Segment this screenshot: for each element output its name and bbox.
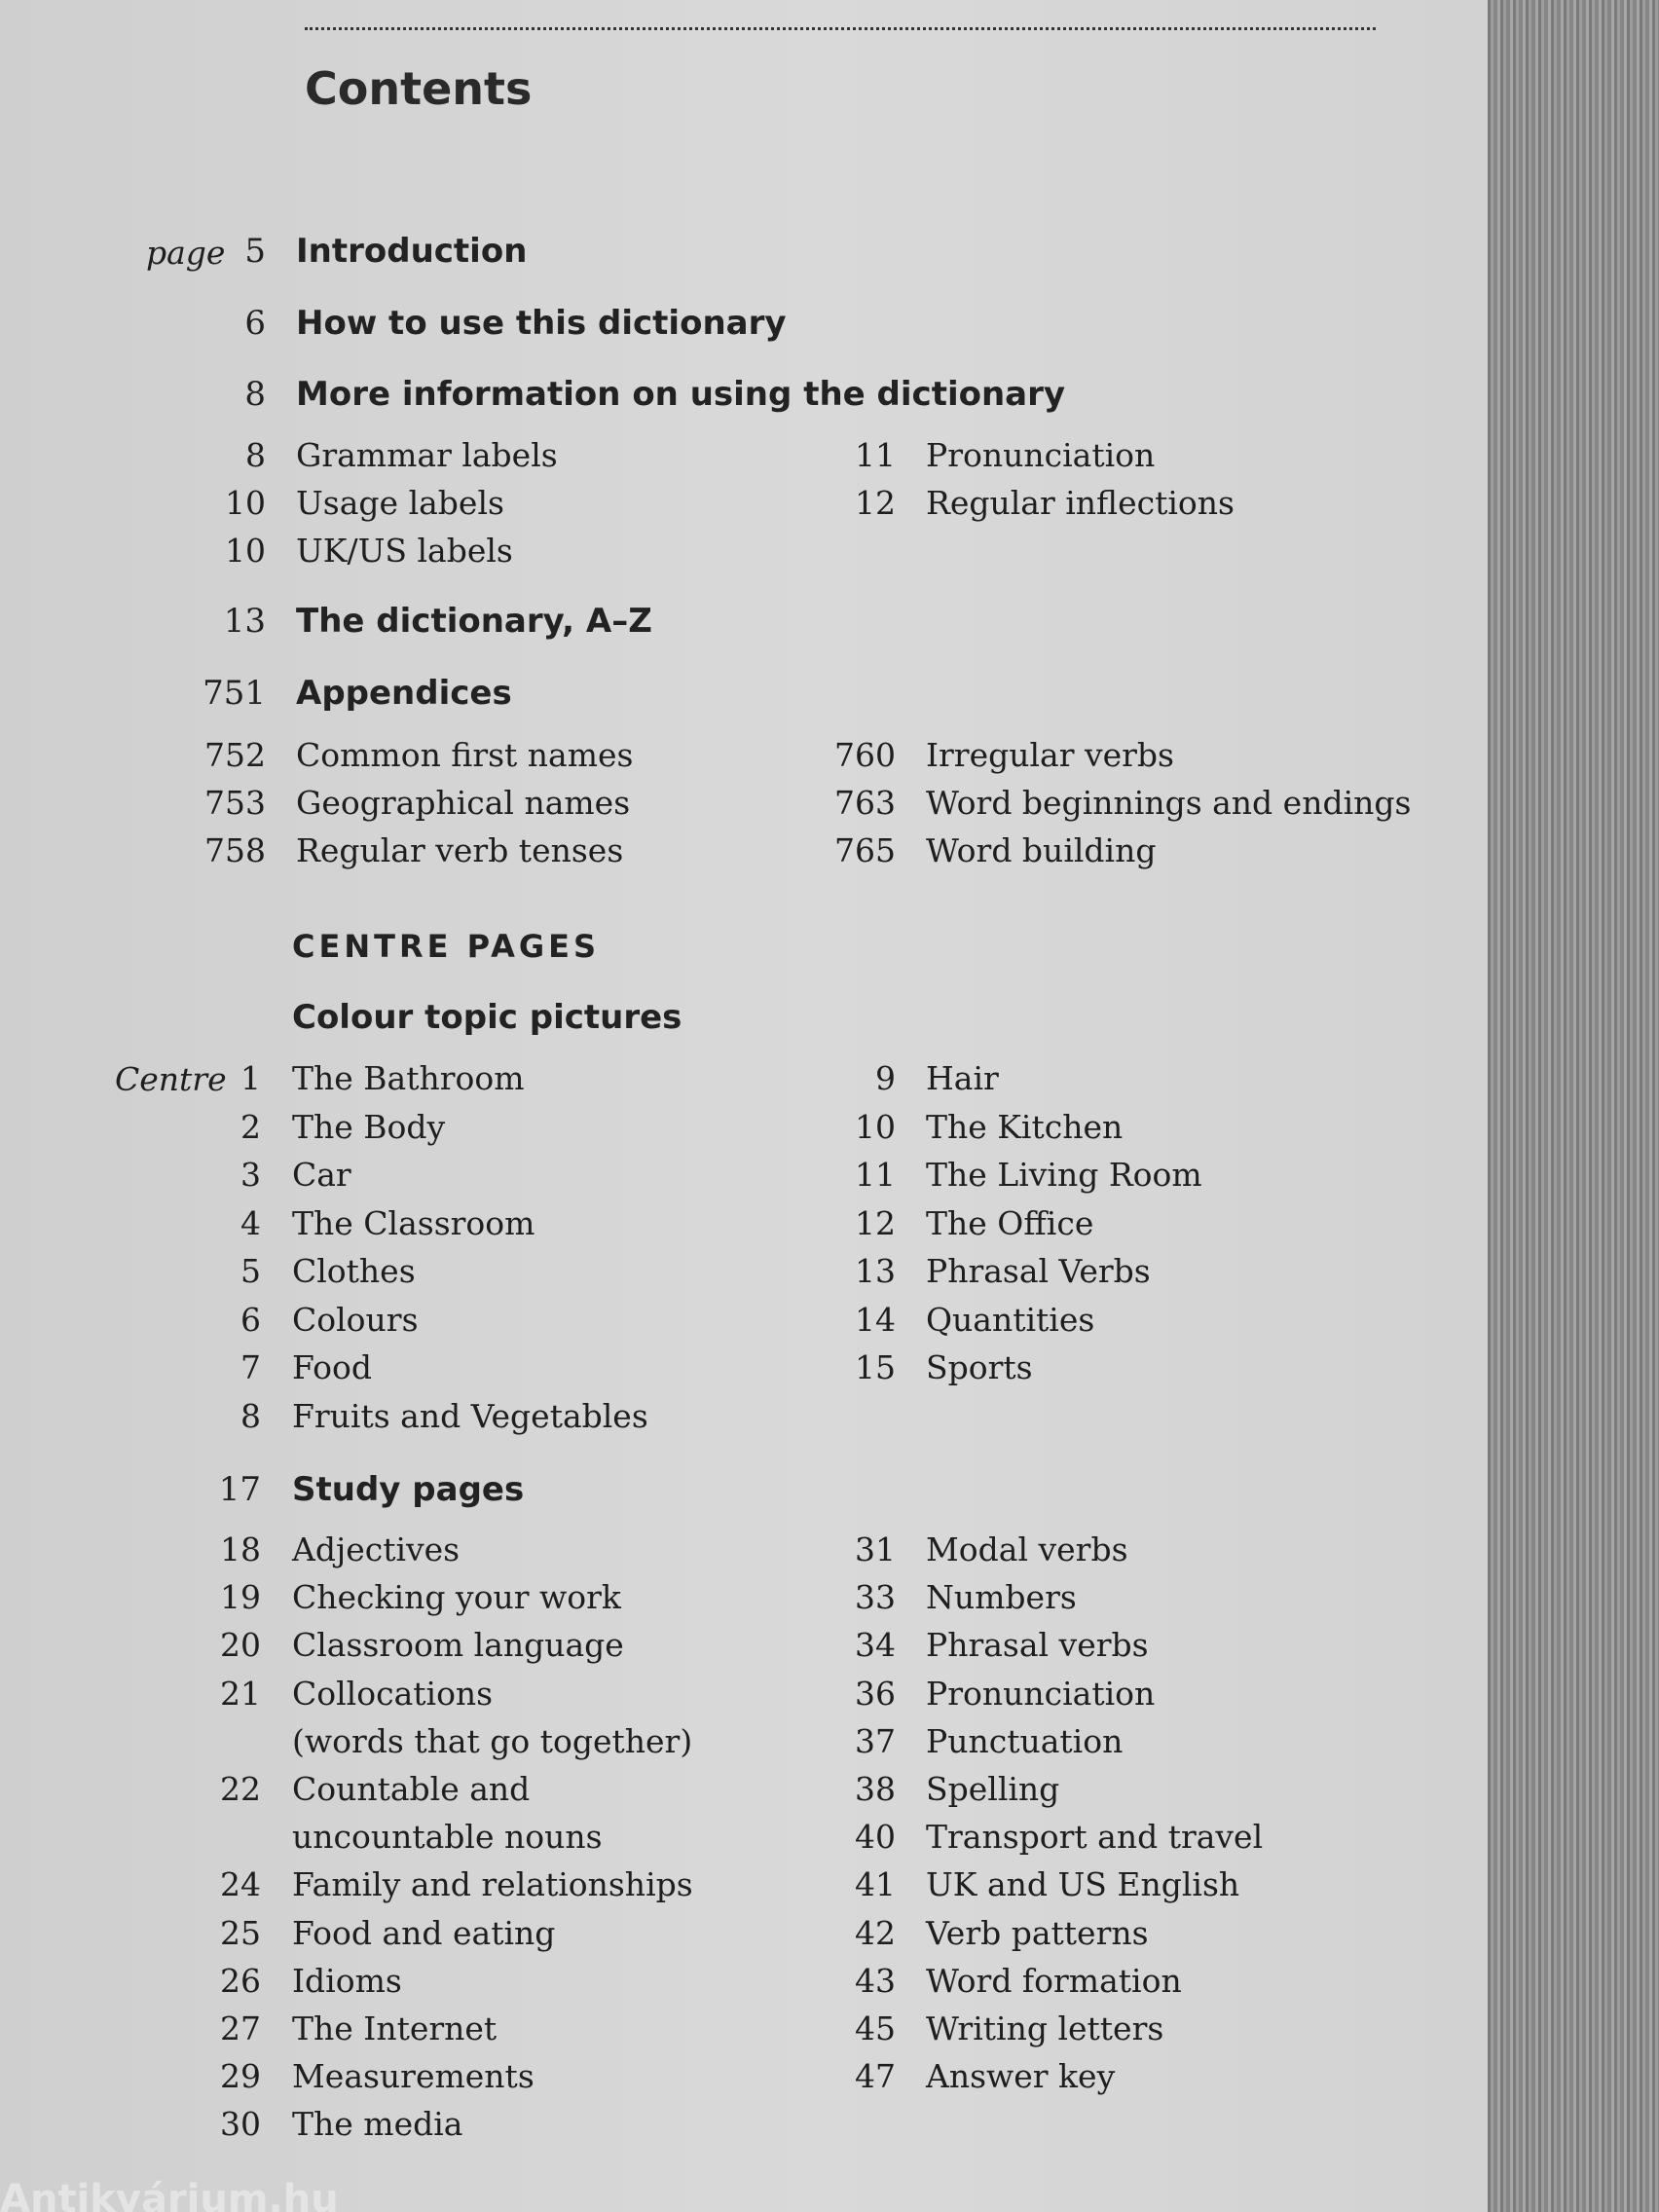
page-number: 8 (244, 375, 266, 414)
entry-title: Collocations (292, 1674, 494, 1713)
entry-title: (words that go together) (292, 1721, 693, 1760)
page-number: 21 (220, 1674, 261, 1713)
entry-title: How to use this dictionary (296, 304, 787, 343)
page-number: 4 (240, 1203, 261, 1242)
dotted-rule (305, 27, 1376, 30)
entry-title: Hair (926, 1059, 999, 1097)
entry-title: Regular verb tenses (296, 831, 624, 869)
page-number: 19 (220, 1578, 261, 1617)
entry-title: Numbers (926, 1578, 1077, 1617)
page-number: 31 (855, 1530, 896, 1568)
page-number: 40 (855, 1818, 896, 1857)
entry-title: UK/US labels (296, 532, 513, 570)
page-number: 36 (855, 1674, 896, 1713)
page-number: 43 (855, 1961, 896, 2000)
entry-title: Quantities (926, 1300, 1095, 1339)
page-number: 752 (204, 736, 266, 774)
entry-title: Punctuation (926, 1721, 1124, 1760)
page-number: 38 (855, 1770, 896, 1808)
entry-title: Modal verbs (926, 1530, 1128, 1568)
entry-title: uncountable nouns (292, 1818, 603, 1857)
entry-title: Measurements (292, 2057, 535, 2096)
entry-title: More information on using the dictionary (296, 375, 1066, 414)
entry-title: Introduction (296, 232, 528, 271)
page-number: 27 (220, 2009, 261, 2047)
centre-label: Centre (115, 1060, 227, 1098)
entry-title: Transport and travel (926, 1818, 1264, 1857)
entry-title: Idioms (292, 1961, 402, 2000)
entry-title: Phrasal Verbs (926, 1252, 1151, 1290)
page-title: Contents (305, 62, 533, 115)
entry-title: Sports (926, 1348, 1033, 1386)
page-number: 33 (855, 1578, 896, 1617)
entry-title: Food (292, 1348, 372, 1386)
entry-title: Grammar labels (296, 436, 558, 474)
entry-title: The Classroom (292, 1203, 535, 1242)
page-number: 2 (240, 1107, 261, 1146)
entry-title: The Body (292, 1107, 446, 1146)
page-number: 24 (220, 1865, 261, 1904)
entry-title: The media (292, 2105, 463, 2144)
page-number: 12 (855, 484, 896, 522)
entry-title: Answer key (926, 2057, 1116, 2096)
page-number: 34 (855, 1626, 896, 1665)
entry-title: Usage labels (296, 484, 504, 522)
page-number: 42 (855, 1913, 896, 1952)
page-number: 22 (220, 1770, 261, 1808)
entry-title: The Bathroom (292, 1059, 525, 1097)
page-number: 11 (855, 436, 896, 474)
entry-title: Verb patterns (926, 1913, 1149, 1952)
entry-title: Word building (926, 831, 1157, 869)
page-number: 13 (223, 602, 266, 641)
entry-title: Countable and (292, 1770, 531, 1808)
page-number: 10 (225, 484, 266, 522)
page-number: 12 (855, 1203, 896, 1242)
entry-title: Word beginnings and endings (926, 784, 1412, 822)
entry-title: Phrasal verbs (926, 1626, 1149, 1665)
entry-title: Adjectives (292, 1530, 461, 1568)
page-number: 763 (834, 784, 896, 822)
page-number: 6 (240, 1300, 261, 1339)
page-number: 13 (855, 1252, 896, 1290)
entry-title: Appendices (296, 674, 512, 713)
entry-title: Geographical names (296, 784, 631, 822)
page-number: 20 (220, 1626, 261, 1665)
centre-pages-heading: CENTRE PAGES (292, 928, 601, 965)
page-number: 10 (855, 1107, 896, 1146)
page-number: 753 (204, 784, 266, 822)
entry-title: Colours (292, 1300, 419, 1339)
page-number: 18 (220, 1530, 261, 1568)
entry-title: Pronunciation (926, 436, 1156, 474)
page-number: 25 (220, 1913, 261, 1952)
page-number: 6 (244, 304, 266, 343)
page-number: 45 (855, 2009, 896, 2047)
entry-title: The Kitchen (926, 1107, 1124, 1146)
page-number: 1 (240, 1059, 261, 1097)
entry-title: Regular inflections (926, 484, 1235, 522)
entry-title: Checking your work (292, 1578, 621, 1617)
page-number: 11 (855, 1156, 896, 1194)
background-surface (1488, 0, 1659, 2212)
page-number: 26 (220, 1961, 261, 2000)
entry-title: Car (292, 1156, 351, 1194)
page-number: 760 (834, 736, 896, 774)
entry-title: The Office (926, 1203, 1094, 1242)
entry-title: The Living Room (926, 1156, 1202, 1194)
page-number: 3 (240, 1156, 261, 1194)
page-number: 41 (855, 1865, 896, 1904)
entry-title: Study pages (292, 1470, 525, 1509)
page-number: 15 (855, 1348, 896, 1386)
page-number: 5 (240, 1252, 261, 1290)
entry-title: Writing letters (926, 2009, 1164, 2047)
page-label: page (146, 234, 226, 272)
entry-title: Family and relationships (292, 1865, 693, 1904)
page-number: 29 (220, 2057, 261, 2096)
page-number: 765 (834, 831, 896, 869)
page-number: 7 (240, 1348, 261, 1386)
page-number: 758 (204, 831, 266, 869)
entry-title: Clothes (292, 1252, 416, 1290)
page-number: 9 (875, 1059, 896, 1097)
page-number: 10 (225, 532, 266, 570)
entry-title: Fruits and Vegetables (292, 1396, 648, 1435)
entry-title: Irregular verbs (926, 736, 1174, 774)
entry-title: Spelling (926, 1770, 1060, 1808)
page-number: 751 (203, 674, 266, 713)
entry-title: UK and US English (926, 1865, 1240, 1904)
page-number: 14 (855, 1300, 896, 1339)
entry-title: Common first names (296, 736, 634, 774)
entry-title: Classroom language (292, 1626, 624, 1665)
page-number: 17 (218, 1470, 261, 1509)
page-number: 37 (855, 1721, 896, 1760)
page-number: 5 (244, 232, 266, 271)
page-number: 47 (855, 2057, 896, 2096)
entry-title: Word formation (926, 1961, 1182, 2000)
colour-topic-heading: Colour topic pictures (292, 998, 682, 1037)
entry-title: The dictionary, A–Z (296, 602, 652, 641)
entry-title: Food and eating (292, 1913, 556, 1952)
entry-title: The Internet (292, 2009, 498, 2047)
page-number: 30 (220, 2105, 261, 2144)
watermark-text: Antikvárium.hu (0, 2177, 339, 2212)
page-number: 8 (240, 1396, 261, 1435)
entry-title: Pronunciation (926, 1674, 1156, 1713)
page-number: 8 (245, 436, 266, 474)
